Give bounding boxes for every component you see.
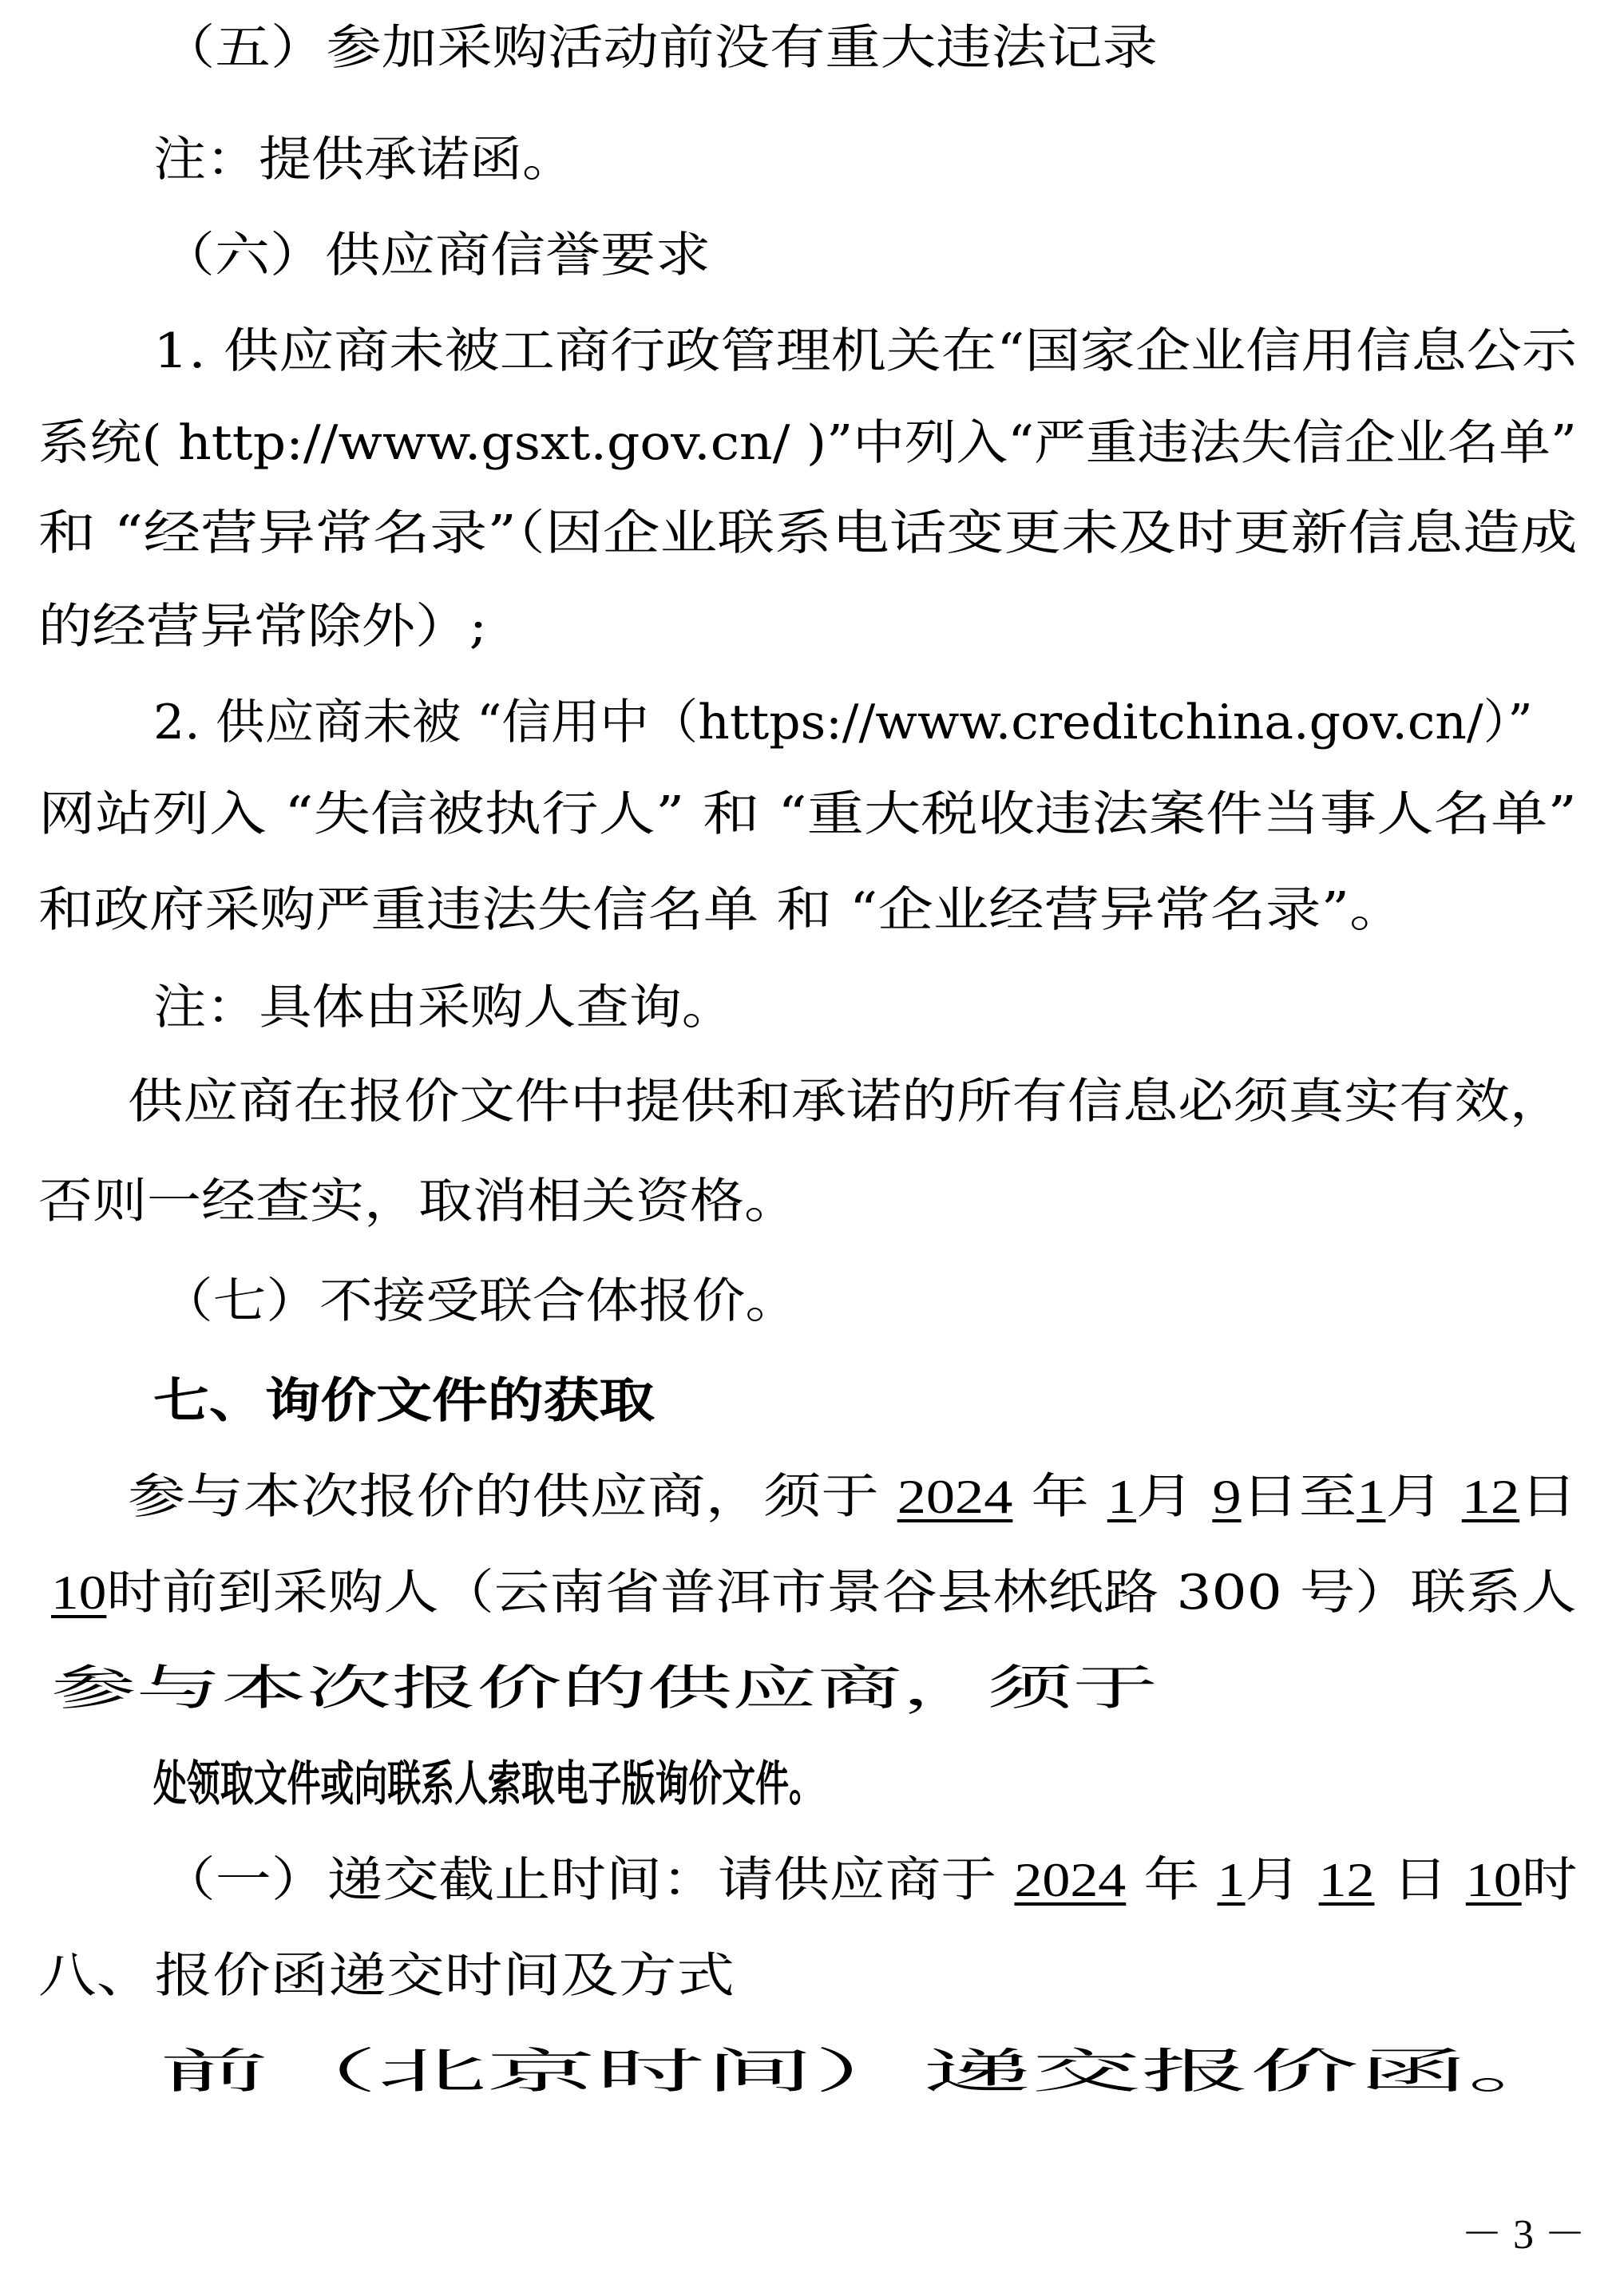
start-year: 2024 <box>897 1471 1013 1523</box>
acquisition-prefix: 参与本次报价的供应商，须于 <box>128 1469 897 1525</box>
page-number: － 3 － <box>1461 2212 1586 2258</box>
month-unit-2: 月 <box>1385 1469 1462 1525</box>
deadline-day-unit: 日 <box>1374 1852 1466 1908</box>
credit-req-1-line-3: 和 “经营异常名录”（因企业联系电话变更未及时更新信息造成 <box>38 505 1578 561</box>
deadline-month: 1 <box>1217 1854 1246 1906</box>
truthfulness-line-2: 否则一经查实，取消相关资格。 <box>38 1174 798 1229</box>
start-day: 9 <box>1212 1471 1242 1523</box>
section-6-heading: （六）供应商信誉要求 <box>160 228 711 283</box>
truthfulness-line-1: 供应商在报价文件中提供和承诺的所有信息必须真实有效， <box>128 1074 1565 1130</box>
deadline-prefix: （一）递交截止时间：请供应商于 <box>160 1852 1015 1908</box>
day-unit: 日 <box>1519 1469 1578 1525</box>
deadline-year: 2024 <box>1014 1854 1127 1906</box>
submission-deadline-line-1 <box>160 1848 1578 1912</box>
deadline-hour: 10 <box>1465 1854 1522 1906</box>
submission-address: 前（北京时间）递交报价函。 <box>160 2044 1577 2100</box>
end-month: 1 <box>1357 1471 1386 1523</box>
note-purchaser-query: 注：具体由采购人查询。 <box>153 980 735 1035</box>
credit-req-2-line-1: 2. 供应商未被 “信用中（https://www.creditchina.gov.cn/）” <box>153 695 1533 750</box>
year-unit: 年 <box>1012 1469 1107 1525</box>
credit-req-2-line-3: 和政府采购严重违法失信名单 和 “企业经营异常名录”。 <box>38 882 1405 938</box>
day-to-unit: 日至 <box>1241 1469 1357 1525</box>
credit-req-1-line-4: 的经营异常除外）; <box>38 599 488 655</box>
month-unit: 月 <box>1135 1469 1213 1525</box>
acquisition-method: 参与本次报价的供应商，须于 <box>51 1661 1158 1716</box>
acquisition-location: 时前到采购人（云南省普洱市景谷县林纸路 300 号）联系人 <box>106 1565 1577 1621</box>
heading-submission-time-and-method: 处领取文件或向联系人索取电子版询价文件。 <box>153 1756 822 1812</box>
note-commitment-letter: 注：提供承诺函。 <box>153 132 575 188</box>
deadline-year-unit: 年 <box>1126 1852 1218 1908</box>
end-day: 12 <box>1461 1471 1520 1523</box>
acquisition-period-line-2 <box>51 1561 1577 1625</box>
deadline-hour-unit: 时 <box>1521 1852 1578 1908</box>
start-month: 1 <box>1107 1471 1136 1523</box>
acquisition-period-line-1 <box>128 1465 1578 1529</box>
credit-req-2-line-2: 网站列入 “失信被执行人” 和 “重大税收违法案件当事人名单” <box>38 786 1577 842</box>
end-hour: 10 <box>51 1566 107 1619</box>
section-7-no-consortium: （七）不接受联合体报价。 <box>160 1273 798 1329</box>
submission-deadline-line-2: 八、报价函递交时间及方式 <box>38 1948 735 2004</box>
deadline-day: 12 <box>1318 1854 1375 1906</box>
heading-obtain-inquiry-documents: 七、询价文件的获取 <box>153 1373 656 1429</box>
deadline-month-unit: 月 <box>1245 1852 1319 1908</box>
credit-req-1-line-2: 系统( http://www.gsxt.gov.cn/ )”中列入“严重违法失信企业名单” <box>38 415 1577 471</box>
section-5-heading: （五）参加采购活动前没有重大违法记录 <box>160 20 1158 76</box>
credit-req-1-line-1: 1. 供应商未被工商行政管理机关在“国家企业信用信息公示 <box>153 323 1578 379</box>
